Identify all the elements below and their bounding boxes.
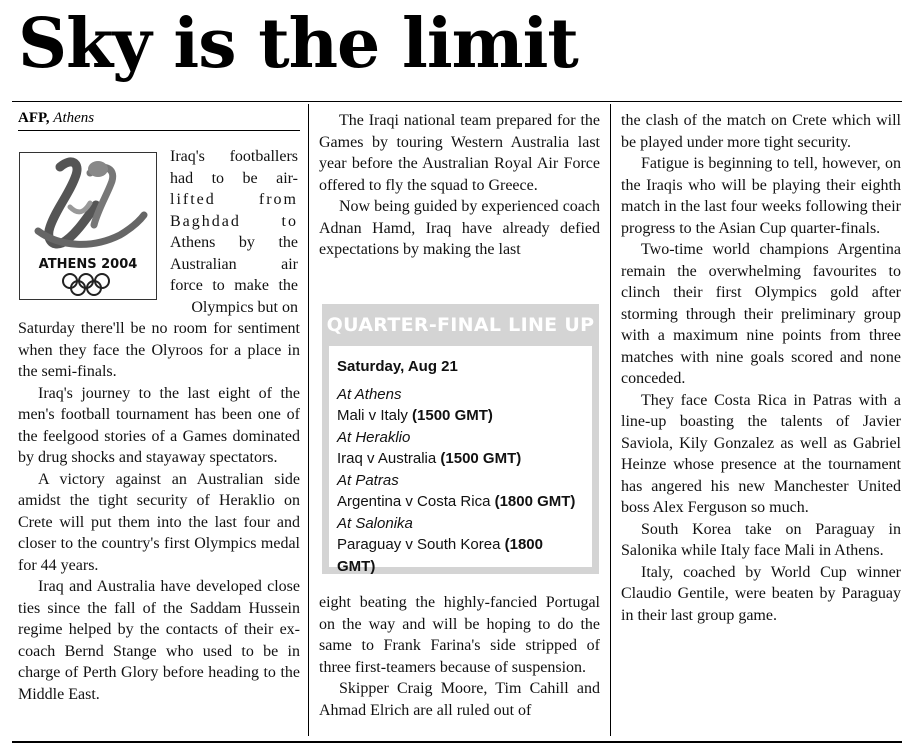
- paragraph: Saturday there'll be no room for sentiment when they face the Olyroos for a place in the semi-finals.: [18, 320, 300, 380]
- paragraph: eight beating the highly-fancied Portugal on the way and will be hoping to do the same to Frank Farina's side stripped of three first-teamers because of suspension.: [319, 594, 600, 676]
- match-teams: Paraguay v South Korea: [337, 536, 501, 553]
- column-separator: [610, 104, 611, 736]
- match-time: (1500 GMT): [412, 407, 493, 424]
- match-row: [337, 534, 584, 577]
- lineup-box-body: [329, 346, 592, 575]
- paragraph: the clash of the match on Crete which will be played under more tight security.: [621, 112, 901, 151]
- column1-wrap-text: [170, 146, 298, 318]
- paragraph: Two-time world champions Argentina remain the overwhelming favourites to clinch their first Olympics gold after storming through their preliminary group with a maximum nine points from three matches with nine goals scored and none conceded.: [621, 241, 901, 387]
- paragraph: Now being guided by experienced coach Adnan Hamd, Iraq have already defied expectations by making the last: [319, 198, 600, 258]
- match-venue: At Athens: [337, 385, 402, 403]
- byline-rule: [18, 130, 300, 131]
- wrap-line: Australian air: [170, 255, 298, 273]
- match-venue: At Salonika: [337, 514, 413, 532]
- headline: Sky is the limit: [18, 4, 578, 84]
- paragraph: South Korea take on Paraguay in Salonika while Italy face Mali in Athens.: [621, 520, 901, 559]
- lineup-box-title: QUARTER-FINAL LINE UP: [326, 314, 595, 336]
- column2-top: [319, 110, 600, 261]
- wrap-line: lifted from: [170, 191, 298, 208]
- byline: [18, 108, 300, 128]
- olympic-rings-icon: [63, 274, 109, 295]
- paragraph: Fatigue is beginning to tell, however, on the Iraqis who will be playing their eighth match in the last four weeks following their progress to the Asian Cup quarter-finals.: [621, 155, 901, 237]
- match-venue: At Heraklio: [337, 428, 411, 446]
- wrap-line: had to be air-: [170, 169, 298, 187]
- byline-place: Athens: [53, 110, 95, 126]
- olympic-emblem-graphic: [20, 153, 156, 299]
- logo-caption: ATHENS 2004: [38, 257, 138, 272]
- wrap-line: force to make the: [170, 277, 298, 294]
- top-rule: [12, 101, 902, 102]
- paragraph: The Iraqi national team prepared for the Games by touring Western Australia last year before the Australian Royal Air Force offered to fly the squad to Greece.: [319, 112, 600, 194]
- paragraph: A victory against an Australian side amidst the tight security of Heraklio on Crete will put them into the last four and closer to the country's first Olympics medal for 44 years.: [18, 470, 300, 574]
- match-venue: At Patras: [337, 471, 399, 489]
- column-separator: [308, 104, 309, 736]
- athens-2004-logo: [19, 152, 157, 300]
- match-time: (1500 GMT): [440, 450, 522, 467]
- quarter-final-lineup-box: [322, 304, 599, 574]
- paragraph: Skipper Craig Moore, Tim Cahill and Ahmad Elrich are all ruled out of: [319, 680, 600, 719]
- column1-body: [18, 318, 300, 705]
- match-teams: Iraq v Australia: [337, 450, 437, 467]
- wrap-line: Iraq's footballers: [170, 148, 298, 165]
- match-time: (1800 GMT): [494, 493, 576, 510]
- bottom-rule: [12, 741, 902, 743]
- wrap-line: Athens by the: [170, 234, 298, 251]
- paragraph: They face Costa Rica in Patras with a line-up boasting the talents of Javier Saviola, Kily Gonzalez as well as Gabriel Heinze whose presence at the tournament has angered his new Manchester United boss Alex Ferguson so much.: [621, 391, 901, 516]
- paragraph: Iraq and Australia have developed close ties since the fall of the Saddam Hussein regime helped by the contacts of their ex-coach Bernd Stange who used to be in charge of Perth Glory before heading to the Middle East.: [18, 578, 300, 703]
- byline-agency: AFP,: [18, 110, 50, 126]
- match-row: [337, 405, 584, 427]
- match-time: (1800 GMT): [337, 536, 543, 575]
- lineup-date: Saturday, Aug 21: [337, 358, 458, 375]
- column3-body: [621, 110, 901, 626]
- wrap-line: Baghdad to: [170, 212, 298, 230]
- match-row: [337, 491, 584, 513]
- column2-bottom: [319, 592, 600, 721]
- wrap-line: Olympics but on: [191, 298, 298, 316]
- match-row: [337, 448, 584, 470]
- match-teams: Argentina v Costa Rica: [337, 493, 491, 510]
- paragraph: Italy, coached by World Cup winner Claudio Gentile, were beaten by Paraguay in their last group game.: [621, 563, 901, 624]
- paragraph: Iraq's journey to the last eight of the men's football tournament has been one of the feelgood stories of a Games dominated by drug shocks and stayaway spectators.: [18, 384, 300, 466]
- match-teams: Mali v Italy: [337, 407, 408, 424]
